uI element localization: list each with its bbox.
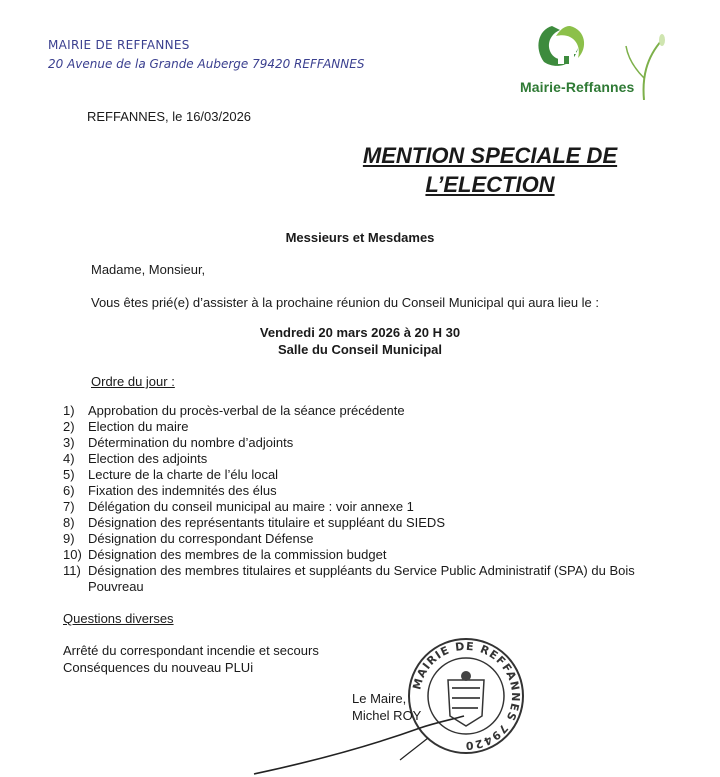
meeting-details <box>0 324 720 358</box>
meeting-location: Salle du Conseil Municipal <box>278 342 442 357</box>
signature-name: Michel ROY <box>352 708 422 723</box>
agenda-item: 8) Désignation des représentants titulaire et suppléant du SIEDS <box>63 515 445 530</box>
agenda-item: 7) Délégation du conseil municipal au maire : voir annexe 1 <box>63 499 414 514</box>
agenda-item: 9) Désignation du correspondant Défense <box>63 531 314 546</box>
signature-role: Le Maire, <box>352 691 407 706</box>
document-title <box>330 141 650 199</box>
greeting: Madame, Monsieur, <box>91 262 206 277</box>
questions-title: Questions diverses <box>63 611 174 626</box>
meeting-date: Vendredi 20 mars 2026 à 20 H 30 <box>259 325 461 340</box>
agenda-item: 1) Approbation du procès-verbal de la séance précédente <box>63 403 405 418</box>
questions-list <box>63 642 319 676</box>
agenda-item: 3) Détermination du nombre d’adjoints <box>63 435 294 450</box>
agenda-list <box>63 403 663 595</box>
town-hall-address: 20 Avenue de la Grande Auberge 79420 REFFANNES <box>48 57 365 71</box>
title-line-1: MENTION SPECIALE DE <box>362 143 618 168</box>
title-line-2: L’ELECTION <box>425 172 555 197</box>
invitation-text: Vous êtes prié(e) d’assister à la prochaine réunion du Conseil Municipal qui aura lieu le : <box>91 295 600 310</box>
agenda-item: 6) Fixation des indemnités des élus <box>63 483 277 498</box>
agenda-item: 2) Election du maire <box>63 419 189 434</box>
question-item: Conséquences du nouveau PLUi <box>63 660 254 675</box>
svg-text:MAIRIE DE REFFANNES 79420: MAIRIE DE REFFANNES 79420 <box>410 639 523 753</box>
salutation: Messieurs et Mesdames <box>285 230 435 245</box>
agenda-item: 4) Election des adjoints <box>63 451 208 466</box>
handwritten-signature <box>250 712 470 777</box>
agenda-item: 10) Désignation des membres de la commission budget <box>63 547 387 562</box>
town-hall-name: MAIRIE DE REFFANNES <box>48 38 190 52</box>
question-item: Arrêté du correspondant incendie et secours <box>63 643 319 658</box>
agenda-title: Ordre du jour : <box>91 374 175 389</box>
agenda-item: 11) Désignation des membres titulaires et suppléants du Service Public Administratif (SPA) du Bois Pouvreau <box>63 563 635 594</box>
agenda-item: 5) Lecture de la charte de l’élu local <box>63 467 279 482</box>
date-line: REFFANNES, le 16/03/2026 <box>87 109 252 124</box>
logo-text: Mairie-Reffannes <box>520 79 635 95</box>
